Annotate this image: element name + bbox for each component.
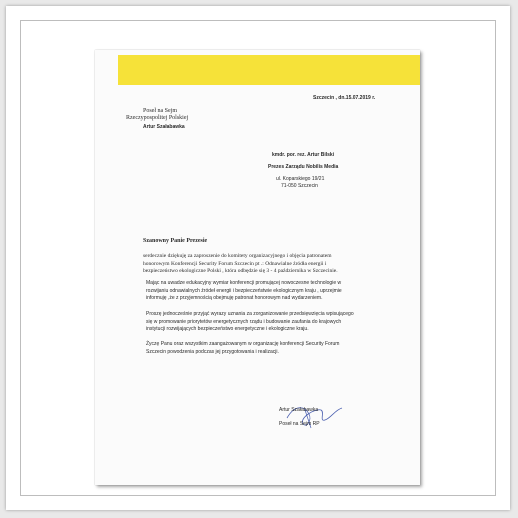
paragraph-2 <box>146 280 342 303</box>
paragraph-1-line: serdecznie dziękuję za zaproszenie do komitety organizacyjnego i objęcia patronatem <box>143 253 332 259</box>
closing-name: Artur Szałabawka <box>279 407 319 413</box>
recipient-line-2: Prezes Zarządu Nobilis Media <box>268 164 339 170</box>
paragraph-3-line: się w promowanie priorytetów energetycznych rządu i budowanie zaufania do krajowych <box>146 318 342 325</box>
signature-scribble <box>285 398 345 433</box>
recipient-line-1: kmdr. por. rez. Artur Bilski <box>272 152 335 158</box>
paragraph-3 <box>146 311 354 334</box>
salutation: Szanowny Panie Prezesie <box>143 238 208 244</box>
paragraph-3-line: Proszę jednocześnie przyjąć wyrazy uznania za zorganizowanie przedsięwzięcia wpisującego <box>146 311 354 317</box>
paragraph-2-line: rozwijaniu odnawialnych źródeł energii i bezpieczeństwie ekologicznym kraju , uprzejmie <box>146 287 342 294</box>
sender-name: Artur Szałabawka <box>143 124 185 130</box>
date-line: Szczecin , dn.15.07.2019 r. <box>313 95 376 101</box>
paragraph-1 <box>143 253 338 276</box>
paragraph-4-line: Życzę Panu oraz wszystkim zaangażowanym w organizację konferencji Security Forum <box>146 341 340 347</box>
paragraph-2-line: Mając na uwadze edukacyjny wymiar konferencji promującej nowoczesne technologie w <box>146 280 342 286</box>
paragraph-2-line: informuję ,że z przyjemnością obejmuję patronat honorowym nad wydarzeniem. <box>146 295 323 302</box>
paragraph-1-line: bezpieczeństwo ekologiczne Polski , która odbędzie się 3 - 4 października w Szczecinie. <box>143 268 338 275</box>
sender-line-2: Rzeczypospolitej Polskiej <box>126 115 189 121</box>
recipient-line-3: ul. Koparskiego 19/21 <box>276 176 325 182</box>
paragraph-1-line: honorowym Konferencji Security Forum Szczecin pt .: Odnawialne źródła energii i <box>143 260 327 267</box>
paragraph-4 <box>146 341 339 356</box>
recipient-line-4: 71-050 Szczecin <box>281 183 318 189</box>
header-color-band <box>118 55 420 85</box>
paragraph-3-line: instytucji rozwijających bezpieczeństwo energetyczne i ekologiczne kraju. <box>146 326 309 333</box>
sender-line-1: Poseł na Sejm <box>143 108 177 114</box>
paragraph-4-line: Szczecin powodzenia podczas jej przygotowania i realizacji. <box>146 348 279 355</box>
closing-title: Poseł na Sejm RP <box>279 421 320 427</box>
